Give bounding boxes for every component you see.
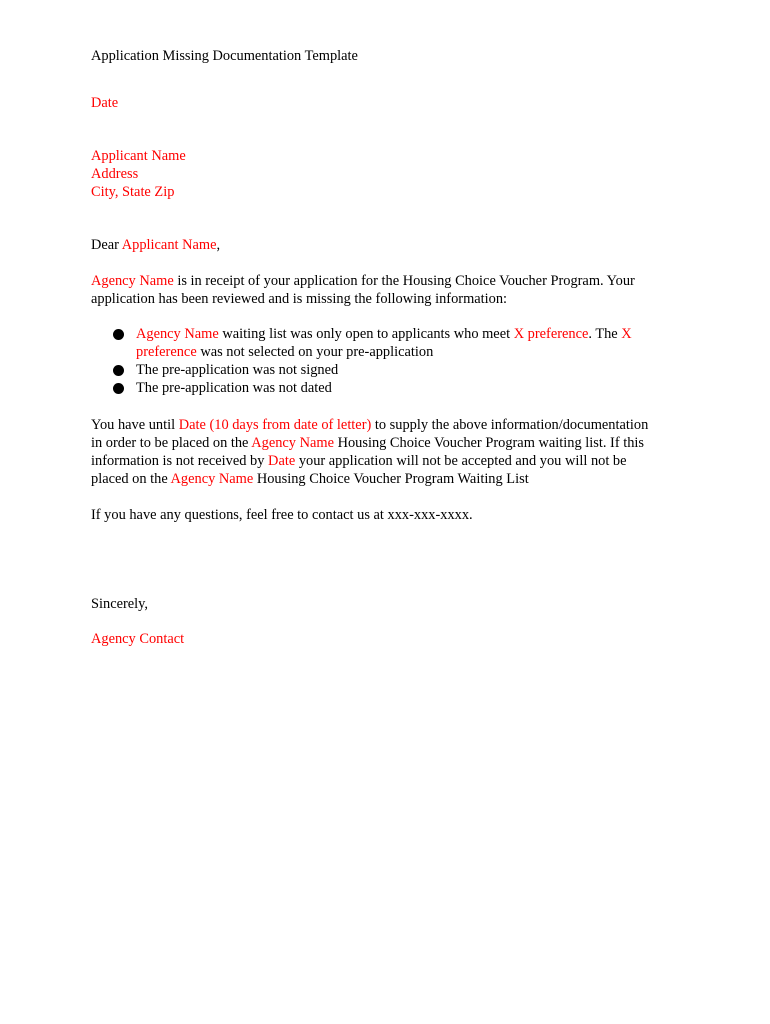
intro-line-1-text: is in receipt of your application for the Housing Choice Voucher Program. Your <box>173 273 635 289</box>
x-placeholder: X <box>621 326 632 342</box>
closing: Sincerely, <box>91 596 149 612</box>
deadline-text: information is not received by <box>91 453 269 469</box>
deadline-agency-name: Agency Name <box>251 435 334 451</box>
list-item-line-1 <box>136 325 673 343</box>
deadline-text: to supply the above information/documentation <box>371 417 649 433</box>
signature: Agency Contact <box>91 631 185 647</box>
document-title: Application Missing Documentation Template <box>91 48 358 64</box>
bullet-text: The pre-application was not dated <box>136 380 332 396</box>
deadline-line-4 <box>91 470 529 488</box>
bullet-text: waiting list was only open to applicants who meet <box>218 326 514 342</box>
deadline-text: Housing Choice Voucher Program waiting list. If this <box>333 435 645 451</box>
list-item-line-2 <box>136 343 673 361</box>
bullet-icon <box>113 329 124 340</box>
deadline-text: You have until <box>91 417 179 433</box>
intro-line-1 <box>91 272 635 290</box>
deadline-line-3 <box>91 452 627 470</box>
deadline-date-2: Date <box>268 453 296 469</box>
questions-line: If you have any questions, feel free to contact us at xxx-xxx-xxxx. <box>91 507 473 523</box>
deadline-text: placed on the <box>91 471 171 487</box>
deadline-line-2 <box>91 434 644 452</box>
deadline-agency-name-2: Agency Name <box>170 471 254 487</box>
deadline-line-1 <box>91 416 648 434</box>
preference-placeholder: preference <box>136 344 197 360</box>
salutation <box>91 236 220 254</box>
intro-agency-name: Agency Name <box>91 273 174 289</box>
deadline-text: Housing Choice Voucher Program Waiting List <box>253 471 529 487</box>
date-placeholder: Date <box>91 95 119 111</box>
deadline-date: Date (10 days from date of letter) <box>178 417 372 433</box>
recipient-city-state-zip: City, State Zip <box>91 184 175 200</box>
list-item <box>113 379 673 397</box>
recipient-name: Applicant Name <box>91 148 186 164</box>
bullet-agency-name: Agency Name <box>136 326 219 342</box>
list-item <box>113 325 673 361</box>
list-item <box>113 361 673 379</box>
salutation-suffix: , <box>216 237 221 253</box>
bullet-text: was not selected on your pre-application <box>196 344 434 360</box>
deadline-text: in order to be placed on the <box>91 435 252 451</box>
deadline-text: your application will not be accepted and you will not be <box>295 453 627 469</box>
salutation-name: Applicant Name <box>121 237 217 253</box>
x-preference: X preference <box>513 326 589 342</box>
bullet-icon <box>113 365 124 376</box>
recipient-address: Address <box>91 166 139 182</box>
bullet-icon <box>113 383 124 394</box>
missing-items-list <box>113 325 673 397</box>
bullet-text: . The <box>588 326 622 342</box>
bullet-text: The pre-application was not signed <box>136 362 339 378</box>
salutation-prefix: Dear <box>91 237 122 253</box>
intro-line-2: application has been reviewed and is missing the following information: <box>91 291 508 307</box>
